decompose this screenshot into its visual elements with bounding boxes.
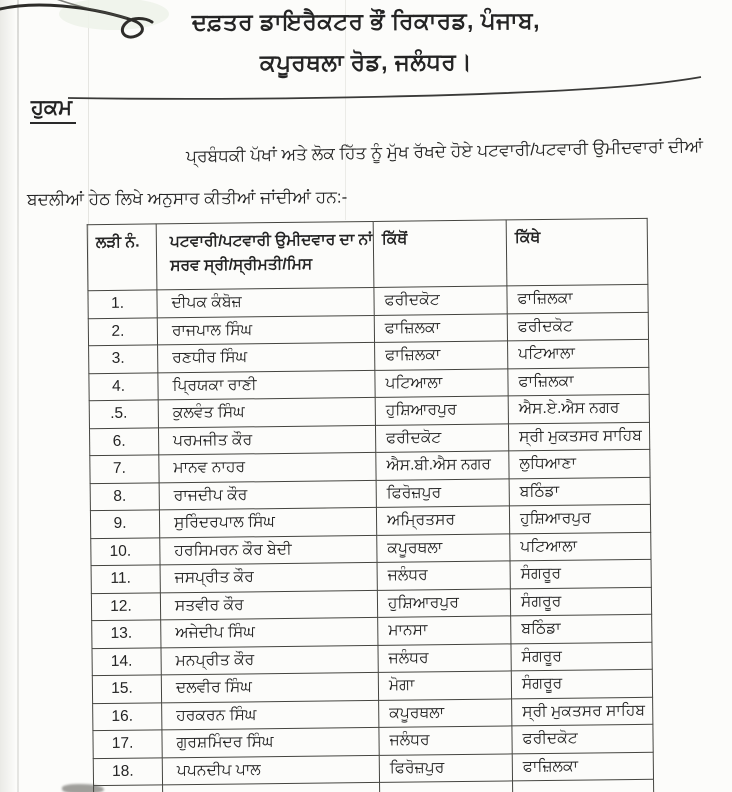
from-cell: ਹੁਸ਼ਿਆਰਪੁਰ xyxy=(375,396,508,425)
serial-cell: 10. xyxy=(91,537,160,565)
name-cell: ਰਾਜਪਾਲ ਸਿੰਘ xyxy=(157,315,374,345)
serial-cell: 4. xyxy=(89,372,158,400)
to-cell: ਬਠਿੰਡਾ xyxy=(511,614,652,643)
serial-cell: 17. xyxy=(93,730,162,758)
empty-cell xyxy=(163,782,380,792)
from-cell: ਮਾਨਸਾ xyxy=(378,616,511,645)
from-cell: ਕਪੂਰਥਲਾ xyxy=(377,533,510,562)
serial-cell: 9. xyxy=(90,510,159,538)
from-cell: ਫਾਜ਼ਿਲਕਾ xyxy=(375,341,508,370)
serial-cell: 7. xyxy=(90,455,159,483)
serial-cell: 6. xyxy=(89,427,158,455)
from-cell: ਅਮ੍ਰਿਤਸਰ xyxy=(376,506,509,535)
from-cell: ਐਸ.ਬੀ.ਐਸ ਨਗਰ xyxy=(376,451,509,480)
to-cell: ਸੰਗਰੂਰ xyxy=(510,559,651,588)
name-cell: ਪਪਨਦੀਪ ਪਾਲ xyxy=(162,755,379,785)
from-cell: ਕਪੂਰਥਲਾ xyxy=(379,698,512,727)
serial-cell: 14. xyxy=(92,647,161,675)
serial-cell: 8. xyxy=(90,482,159,510)
name-cell: ਮਾਨਵ ਨਾਹਰ xyxy=(159,452,376,482)
serial-cell: .5. xyxy=(89,400,158,428)
name-cell: ਦਲਵੀਰ ਸਿੰਘ xyxy=(161,672,378,702)
from-cell: ਫਿਰੋਜ਼ਪੁਰ xyxy=(379,753,512,782)
from-cell: ਪਟਿਆਲਾ xyxy=(375,368,508,397)
serial-cell: 3. xyxy=(89,345,158,373)
header-from: ਕਿੱਥੋਂ xyxy=(373,220,507,288)
name-cell: ਹਰਸਿਮਰਨ ਕੌਰ ਬੇਦੀ xyxy=(160,535,377,565)
name-cell: ਹਰਕਰਨ ਸਿੰਘ xyxy=(162,700,379,730)
order-heading: ਹੁਕਮ xyxy=(30,96,76,124)
from-cell: ਜਲੰਧਰ xyxy=(378,643,511,672)
office-title-line2: ਕਪੂਰਥਲਾ ਰੋਡ, ਜਲੰਧਰ। xyxy=(259,48,473,76)
from-cell: ਜਲੰਧਰ xyxy=(377,561,510,590)
header-serial-no: ਲੜੀ ਨੰ. xyxy=(87,224,157,291)
name-cell: ਪਰਮਜੀਤ ਕੌਰ xyxy=(158,425,375,455)
to-cell: ਸ੍ਰੀ ਮੁਕਤਸਰ ਸਾਹਿਬ xyxy=(512,697,653,726)
to-cell: ਸੰਗਰੂਰ xyxy=(511,669,652,698)
to-cell: ਪਟਿਆਲਾ xyxy=(508,339,649,368)
intro-paragraph-line1: ਪ੍ਰਬੰਧਕੀ ਪੱਖਾਂ ਅਤੇ ਲੋਕ ਹਿੱਤ ਨੂੰ ਮੁੱਖ ਰੱਖਦੇ ਹੋਏ ਪਟਵਾਰੀ/ਪਟਵਾਰੀ ਉਮੀਦਵਾਰਾਂ ਦੀਆਂ xyxy=(185,136,704,166)
from-cell: ਫਿਰੋਜ਼ਪੁਰ xyxy=(376,478,509,507)
name-cell: ਗੁਰਸ਼ਮਿੰਦਰ ਸਿੰਘ xyxy=(162,727,379,757)
from-cell: ਜਲੰਧਰ xyxy=(379,726,512,755)
name-cell: ਅਜੇਦੀਪ ਸਿੰਘ xyxy=(161,617,378,647)
to-cell: ਸ੍ਰੀ ਮੁਕਤਸਰ ਸਾਹਿਬ xyxy=(508,422,649,451)
to-cell: ਪਟਿਆਲਾ xyxy=(510,532,651,561)
to-cell: ਹੁਸ਼ਿਆਰਪੁਰ xyxy=(509,504,650,533)
to-cell: ਐਸ.ਏ.ਐਸ ਨਗਰ xyxy=(508,394,649,423)
serial-cell: 1. xyxy=(88,290,157,318)
title-underline-rule xyxy=(0,70,732,110)
from-cell: ਫਰੀਦਕੋਟ xyxy=(374,286,507,315)
serial-cell: 13. xyxy=(92,620,161,648)
name-cell: ਰਾਜਦੀਪ ਕੌਰ xyxy=(159,480,376,510)
scan-fold-line xyxy=(17,0,19,792)
serial-cell: 11. xyxy=(91,565,160,593)
to-cell: ਫਰੀਦਕੋਟ xyxy=(507,312,648,341)
header-name xyxy=(156,221,374,289)
intro-paragraph-line2: ਬਦਲੀਆਂ ਹੇਠ ਲਿਖੇ ਅਨੁਸਾਰ ਕੀਤੀਆਂ ਜਾਂਦੀਆਂ ਹਨ:- xyxy=(26,187,348,209)
header-name-line2: ਸਰਵ ਸ੍ਰੀ/ਸ੍ਰੀਮਤੀ/ਮਿਸ xyxy=(170,255,313,275)
name-cell: ਪ੍ਰਿਯਕਾ ਰਾਣੀ xyxy=(158,370,375,400)
to-cell: ਸੰਗਰੂਰ xyxy=(510,587,651,616)
name-cell: ਸਤਵੀਰ ਕੌਰ xyxy=(160,590,377,620)
serial-cell: 12. xyxy=(91,592,160,620)
to-cell: ਬਠਿੰਡਾ xyxy=(509,477,650,506)
to-cell: ਫਾਜ਼ਿਲਕਾ xyxy=(507,284,648,313)
to-cell: ਫਾਜ਼ਿਲਕਾ xyxy=(512,752,653,781)
empty-cell xyxy=(94,785,163,792)
name-cell: ਰਣਧੀਰ ਸਿੰਘ xyxy=(158,342,375,372)
from-cell: ਫਰੀਦਕੋਟ xyxy=(375,423,508,452)
to-cell: ਫਰੀਦਕੋਟ xyxy=(512,724,653,753)
table-header xyxy=(87,218,648,290)
empty-cell xyxy=(380,781,513,792)
letterhead xyxy=(0,6,732,78)
name-cell: ਜਸਪ੍ਰੀਤ ਕੌਰ xyxy=(160,562,377,592)
table-body xyxy=(88,284,654,792)
name-cell: ਸੁਰਿੰਦਰਪਾਲ ਸਿੰਘ xyxy=(159,507,376,537)
serial-cell: 15. xyxy=(92,675,161,703)
name-cell: ਮਨਪ੍ਰੀਤ ਕੌਰ xyxy=(161,645,378,675)
from-cell: ਫਾਜ਼ਿਲਕਾ xyxy=(374,313,507,342)
from-cell: ਮੋਗਾ xyxy=(378,671,511,700)
header-name-line1: ਪਟਵਾਰੀ/ਪਟਵਾਰੀ ਉਮੀਦਵਾਰ ਦਾ ਨਾਂ xyxy=(169,230,373,251)
serial-cell: 2. xyxy=(88,317,157,345)
from-cell: ਹੁਸ਼ਿਆਰਪੁਰ xyxy=(377,588,510,617)
name-cell: ਕੁਲਵੰਤ ਸਿੰਘ xyxy=(158,397,375,427)
to-cell: ਸੰਗਰੂਰ xyxy=(511,642,652,671)
to-cell: ਫਾਜ਼ਿਲਕਾ xyxy=(508,367,649,396)
serial-cell: 18. xyxy=(93,757,162,785)
scan-edge-shade xyxy=(0,0,16,792)
name-cell: ਦੀਪਕ ਕੰਬੋਜ਼ xyxy=(157,287,374,317)
header-to: ਕਿੱਥੇ xyxy=(506,218,648,286)
transfer-table xyxy=(87,218,655,792)
to-cell: ਲੁਧਿਆਣਾ xyxy=(509,449,650,478)
office-title-line1: ਦਫ਼ਤਰ ਡਾਇਰੈਕਟਰ ਭੌਂ ਰਿਕਾਰਡ, ਪੰਜਾਬ, xyxy=(191,7,541,35)
serial-cell: 16. xyxy=(93,702,162,730)
empty-cell xyxy=(513,779,654,792)
